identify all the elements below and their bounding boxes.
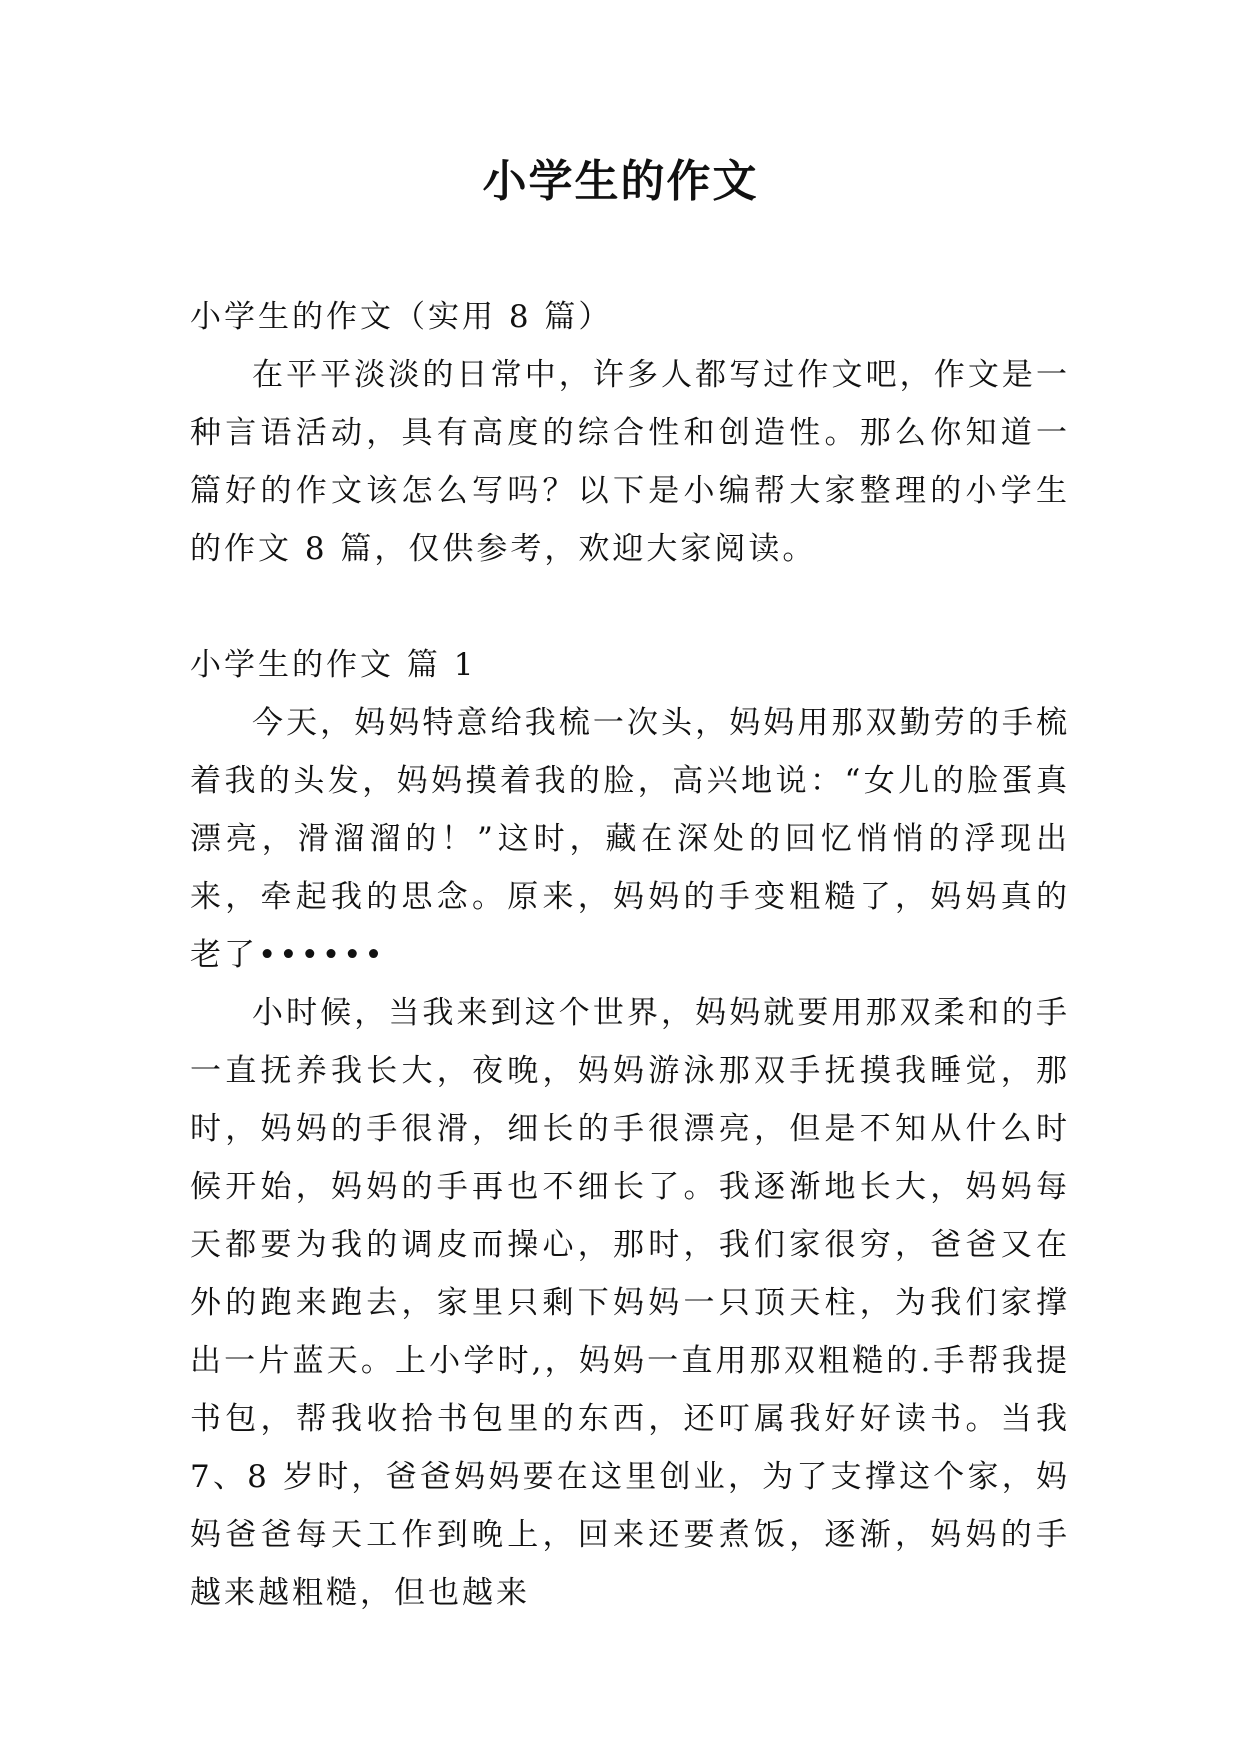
document-body: [190, 288, 1070, 1622]
document-subtitle: 小学生的作文（实用 8 篇）: [190, 299, 613, 335]
intro-paragraph: 在平平淡淡的日常中，许多人都写过作文吧，作文是一种言语活动，具有高度的综合性和创造性。那么你知道一篇好的作文该怎么写吗？以下是小编帮大家整理的小学生的作文 8 篇，仅供参考，欢迎大家阅读。: [190, 357, 1070, 567]
section-paragraph-1: 今天，妈妈特意给我梳一次头，妈妈用那双勤劳的手梳着我的头发，妈妈摸着我的脸，高兴地说：“女儿的脸蛋真漂亮，滑溜溜的！”这时，藏在深处的回忆悄悄的浮现出来，牵起我的思念。原来，妈妈的手变粗糙了，妈妈真的老了••••••: [190, 705, 1070, 973]
document-title: 小学生的作文: [482, 156, 759, 207]
section-paragraph-2: 小时候，当我来到这个世界，妈妈就要用那双柔和的手一直抚养我长大，夜晚，妈妈游泳那双手抚摸我睡觉，那时，妈妈的手很滑，细长的手很漂亮，但是不知从什么时候开始，妈妈的手再也不细长了。我逐渐地长大，妈妈每天都要为我的调皮而操心，那时，我们家很穷，爸爸又在外的跑来跑去，家里只剩下妈妈一只顶天柱，为我们家撑出一片蓝天。上小学时,，妈妈一直用那双粗糙的.手帮我提书包，帮我收拾书包里的东西，还叮属我好好读书。当我 7、8 岁时，爸爸妈妈要在这里创业，为了支撑这个家，妈妈爸爸每天工作到晚上，回来还要煮饭，逐渐，妈妈的手越来越粗糙，但也越来: [190, 995, 1070, 1611]
section-heading: 小学生的作文 篇 1: [190, 647, 477, 683]
section-spacer: [190, 578, 1070, 636]
